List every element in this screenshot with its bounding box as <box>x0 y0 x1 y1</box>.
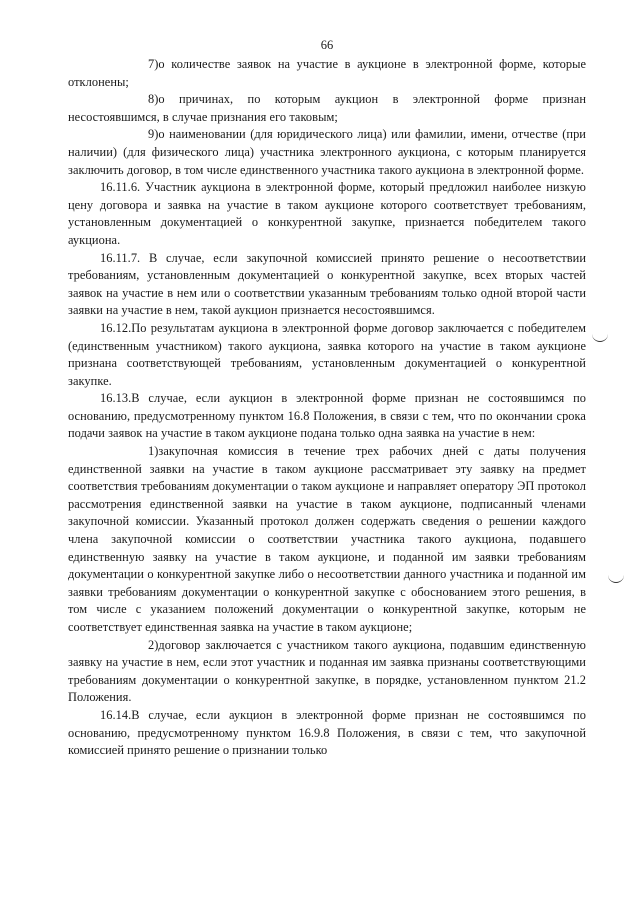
document-page <box>68 38 586 760</box>
clause-16-11-6: 16.11.6. Участник аукциона в электронной форме, который предложил наиболее низкую цену договора и заявка на участие в таком аукционе которого соответствует требованиям, установленным документацией о конкурентной закупке, признается победителем такого аукциона. <box>68 180 586 247</box>
list-item-label: 7) <box>148 57 159 71</box>
list-item-text: договор заключается с участником такого аукциона, подавшим единственную заявку на участие в нем, если этот участник и поданная им заявка признаны соответствующими требованиям документации о конкурентной закупке, в порядке, установленном пунктом 21.2 Положения. <box>68 637 586 705</box>
margin-mark <box>608 574 624 583</box>
list-item-label: 8) <box>148 92 159 107</box>
clause-16-14: 16.14.В случае, если аукцион в электронной форме признан не состоявшимся по основанию, предусмотренному пунктом 16.9.8 Положения, в связи с тем, что закупочной комиссией принято решение о признании только <box>68 707 586 758</box>
list-item-9 <box>68 126 586 179</box>
list-item-text: о количестве заявок на участие в аукционе в электронной форме, которые отклонены; <box>68 57 586 89</box>
clause-16-12: 16.12.По результатам аукциона в электронной форме договор заключается с победителем (единственным участником) такого аукциона, заявка которого на участие в таком аукционе признана соответствующей требованиям, установленным документацией о конкурентной закупке. <box>68 320 586 388</box>
list-item-7 <box>68 56 586 91</box>
clause-16-13: 16.13.В случае, если аукцион в электронной форме признан не состоявшимся по основанию, предусмотренному пунктом 16.8 Положения, в связи с тем, что по окончании срока подачи заявок на участие в таком аукционе подана только одна заявка на участие в нем: <box>68 391 586 441</box>
page-number: 66 <box>320 38 334 52</box>
list-item-text: закупочная комиссия в течение трех рабочих дней с даты получения единственной заявки на участие в таком аукционе рассматривает эту заявку на предмет соответствия требованиям документации о таком аукционе и направляет оператору ЭП протокол рассмотрения единственной заявки на участие в таком аукционе, подписанный членами закупочной комиссии. Указанный протокол должен содержать сведения о решении каждого члена закупочной комиссии о соответствии участника такого аукциона, подавшего единственную заявку на участие в таком аукционе, и поданной им заявки требованиям документации о конкурентной закупке либо о несоответствии данного участника и поданной им заявки требованиям документации о конкурентной закупке с обоснованием этого решения, в том числе с указанием положений документации о конкурентной закупке, которым не соответствует единственная заявка на участие в таком аукционе; <box>68 444 586 634</box>
list-item-text: о наименовании (для юридического лица) или фамилии, имени, отчестве (при наличии) (для физического лица) участника электронного аукциона, с которым планируется заключить договор, в том числе единственного участника такого аукциона в электронной форме. <box>68 127 586 177</box>
list-item-text: о причинах, по которым аукцион в электронной форме признан несостоявшимся, в случае признания его таковым; <box>68 92 586 124</box>
list-item-label: 9) <box>148 127 159 142</box>
clause-16-11-7: 16.11.7. В случае, если закупочной комиссией принято решение о несоответствии требованиям, установленным документацией о конкурентной закупке, всех вторых частей заявок на участие в нем или о соответствии указанным требованиям только одной второй части заявки на участие в нем, такой аукцион признается несостоявшимся. <box>68 250 586 318</box>
margin-mark <box>592 333 608 342</box>
list-item-label: 2) <box>148 637 159 652</box>
list-item-2 <box>68 637 586 707</box>
list-item-label: 1) <box>148 444 159 459</box>
list-item-1 <box>68 443 586 637</box>
list-item-8 <box>68 91 586 126</box>
